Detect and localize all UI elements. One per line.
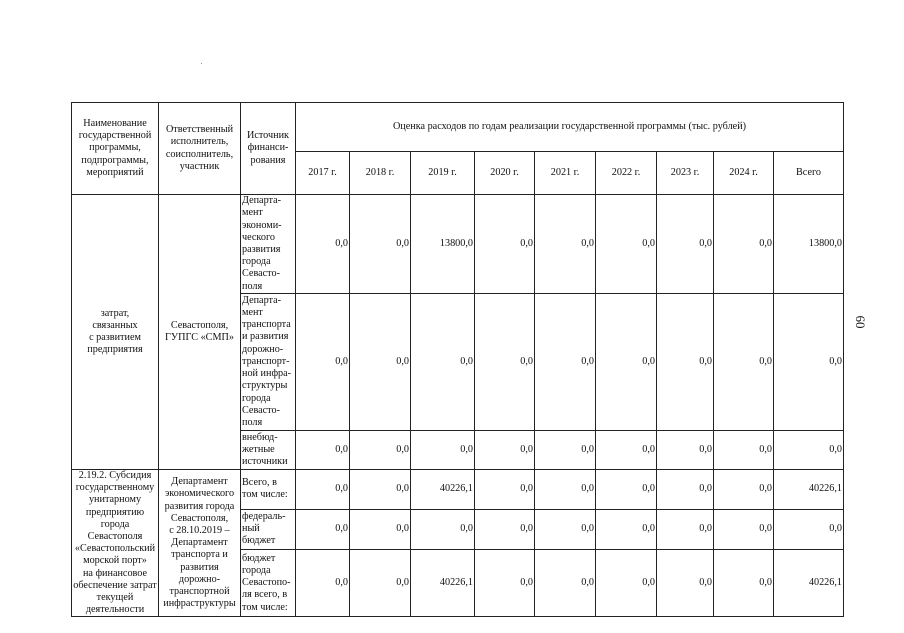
value-cell: 0,0 (535, 294, 596, 431)
value-cell: 0,0 (596, 509, 657, 550)
budget-table (71, 102, 844, 617)
activity-name-cell: 2.19.2. Субсидия государственному унитарному предприятию города Севастополя «Севастопольский морской порт» на финансовое обеспечение затрат текущей деятельности (73, 470, 157, 616)
value-cell: 0,0 (657, 509, 714, 550)
funding-source-cell: бюджет города Севастопо- ля всего, в том числе: (241, 550, 296, 617)
header-name-cell: Наименование государственной программы, подпрограммы, мероприятий (72, 103, 159, 195)
value-cell: 0,0 (714, 195, 774, 294)
value-cell: 0,0 (714, 294, 774, 431)
budget-table-container (71, 102, 844, 617)
header-year-cell: 2023 г. (657, 152, 714, 195)
value-cell: 13800,0 (411, 195, 475, 294)
value-cell: 0,0 (475, 470, 535, 510)
total-value-cell: 40226,1 (774, 470, 844, 510)
header-total-cell: Всего (774, 152, 844, 195)
value-cell: 0,0 (657, 294, 714, 431)
value-cell: 0,0 (657, 470, 714, 510)
funding-source-cell: Всего, в том числе: (241, 470, 296, 510)
header-year-cell: 2017 г. (296, 152, 350, 195)
value-cell: 0,0 (296, 550, 350, 617)
value-cell: 0,0 (296, 294, 350, 431)
value-cell: 0,0 (535, 550, 596, 617)
funding-source-cell: Департа- мент транспорта и развития дорожно- транспорт- ной инфра- структуры города Севасто- поля (241, 294, 296, 431)
value-cell: 0,0 (350, 431, 411, 470)
value-cell: 0,0 (596, 431, 657, 470)
value-cell: 0,0 (475, 431, 535, 470)
header-year-cell: 2019 г. (411, 152, 475, 195)
table-row (72, 470, 844, 510)
value-cell: 0,0 (657, 431, 714, 470)
value-cell: 0,0 (535, 509, 596, 550)
value-cell: 0,0 (475, 294, 535, 431)
value-cell: 0,0 (350, 550, 411, 617)
value-cell: 0,0 (535, 470, 596, 510)
header-year-cell: 2021 г. (535, 152, 596, 195)
responsible-cell: Севастополя, ГУПГС «СМП» (159, 195, 241, 470)
value-cell: 0,0 (411, 509, 475, 550)
header-responsible-cell: Ответственный исполнитель, соисполнитель, участник (159, 103, 241, 195)
value-cell: 0,0 (535, 431, 596, 470)
value-cell: 0,0 (296, 470, 350, 510)
scan-speck (201, 63, 202, 64)
header-year-cell: 2018 г. (350, 152, 411, 195)
value-cell: 0,0 (411, 431, 475, 470)
value-cell: 0,0 (657, 550, 714, 617)
header-row-top (72, 103, 844, 152)
value-cell: 0,0 (296, 195, 350, 294)
value-cell: 0,0 (714, 550, 774, 617)
value-cell: 0,0 (714, 470, 774, 510)
value-cell: 40226,1 (411, 550, 475, 617)
value-cell: 0,0 (535, 195, 596, 294)
value-cell: 0,0 (296, 431, 350, 470)
header-year-cell: 2022 г. (596, 152, 657, 195)
value-cell: 0,0 (596, 550, 657, 617)
total-value-cell: 13800,0 (774, 195, 844, 294)
value-cell: 40226,1 (411, 470, 475, 510)
responsible-cell: Департамент экономического развития города Севастополя, с 28.10.2019 – Департамент транспорта и развития дорожно- транспортной инфраструктуры (159, 470, 241, 617)
value-cell: 0,0 (350, 195, 411, 294)
activity-name-cell: затрат, связанных с развитием предприятия (72, 195, 159, 470)
total-value-cell: 0,0 (774, 431, 844, 470)
funding-source-cell: внебюд- жетные источники (241, 431, 296, 470)
value-cell: 0,0 (714, 509, 774, 550)
value-cell: 0,0 (596, 470, 657, 510)
total-value-cell: 0,0 (774, 294, 844, 431)
value-cell: 0,0 (475, 195, 535, 294)
value-cell: 0,0 (350, 509, 411, 550)
page-number: 60 (853, 315, 868, 329)
header-estimate-cell: Оценка расходов по годам реализации государственной программы (тыс. рублей) (296, 103, 844, 152)
value-cell: 0,0 (714, 431, 774, 470)
value-cell: 0,0 (350, 470, 411, 510)
value-cell: 0,0 (596, 294, 657, 431)
funding-source-cell: федераль- ный бюджет (241, 509, 296, 550)
value-cell: 0,0 (657, 195, 714, 294)
header-year-cell: 2020 г. (475, 152, 535, 195)
value-cell: 0,0 (475, 509, 535, 550)
value-cell: 0,0 (475, 550, 535, 617)
value-cell: 0,0 (350, 294, 411, 431)
funding-source-cell: Департа- мент экономи- ческого развития города Севасто- поля (241, 195, 296, 294)
header-source-cell: Источник финанси- рования (241, 103, 296, 195)
total-value-cell: 40226,1 (774, 550, 844, 617)
value-cell: 0,0 (596, 195, 657, 294)
value-cell: 0,0 (411, 294, 475, 431)
value-cell: 0,0 (296, 509, 350, 550)
header-year-cell: 2024 г. (714, 152, 774, 195)
table-row (72, 195, 844, 294)
total-value-cell: 0,0 (774, 509, 844, 550)
